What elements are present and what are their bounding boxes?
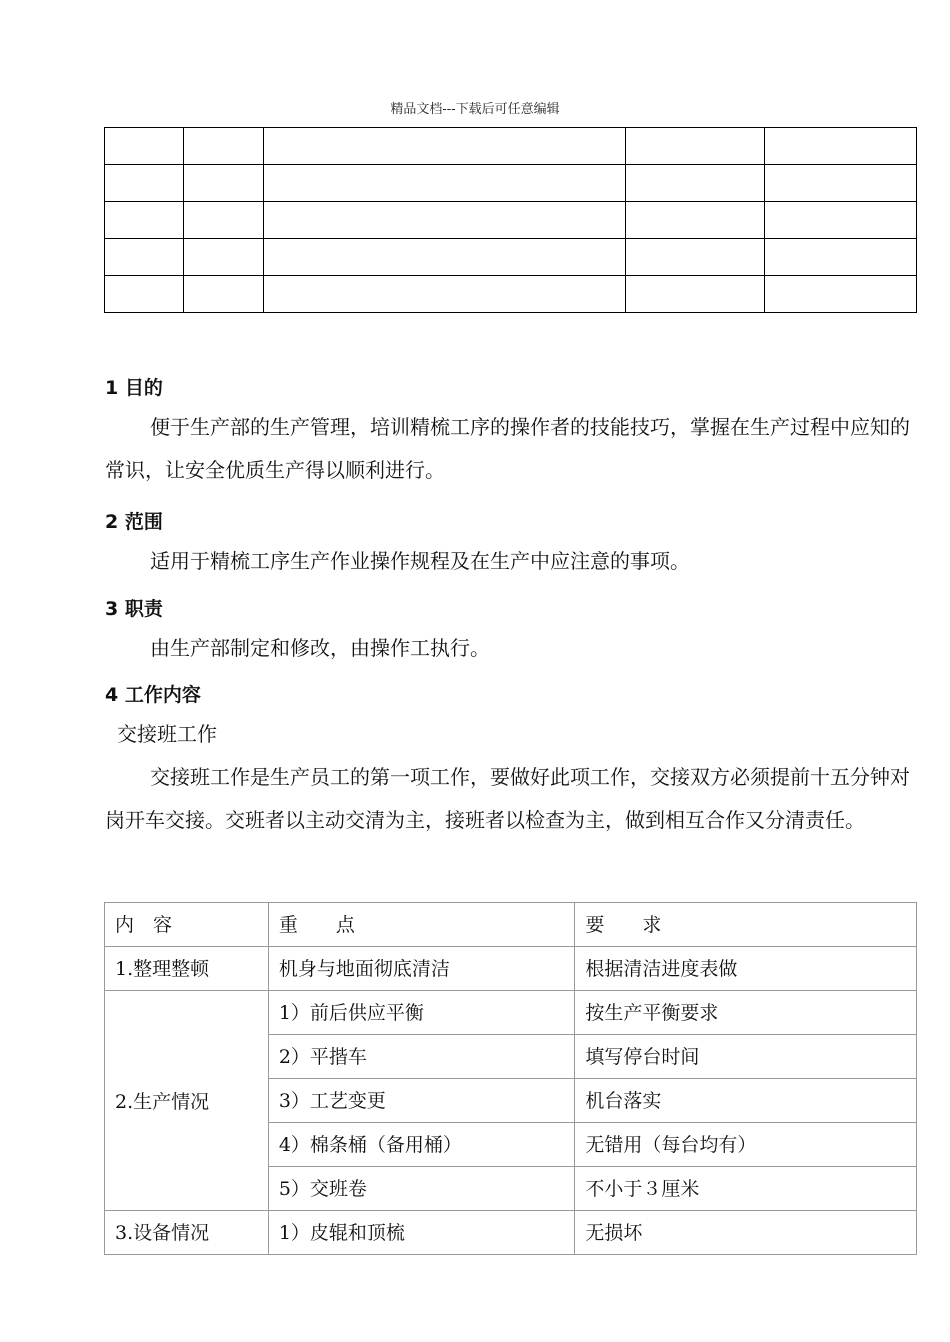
cell-requirement: 按生产平衡要求 xyxy=(575,991,917,1035)
table-row xyxy=(105,202,917,239)
cell-point: 机身与地面彻底清洁 xyxy=(268,947,575,991)
header-watermark: 精品文档---下载后可任意编辑 xyxy=(390,102,560,117)
section-heading-work: 4 工作内容 xyxy=(105,684,201,706)
table-row xyxy=(105,947,917,991)
cell-requirement: 机台落实 xyxy=(575,1079,917,1123)
table-row xyxy=(105,991,917,1035)
section-heading-scope: 2 范围 xyxy=(105,511,163,533)
header-content: 内 容 xyxy=(105,903,269,947)
section-body-work: 交接班工作是生产员工的第一项工作，要做好此项工作，交接双方必须提前十五分钟对岗开车交接。交班者以主动交清为主，接班者以检查为主，做到相互合作又分清责任。 xyxy=(105,765,910,832)
cell-content: 3.设备情况 xyxy=(105,1211,269,1255)
cell-point: 3）工艺变更 xyxy=(268,1079,575,1123)
section-body-purpose: 便于生产部的生产管理，培训精梳工序的操作者的技能技巧，掌握在生产过程中应知的常识，让安全优质生产得以顺利进行。 xyxy=(105,415,910,482)
cell-requirement: 根据清洁进度表做 xyxy=(575,947,917,991)
section-heading-purpose: 1 目的 xyxy=(105,377,163,399)
table-row xyxy=(105,165,917,202)
table-row xyxy=(105,276,917,313)
empty-header-table xyxy=(104,127,917,313)
cell-content: 1.整理整顿 xyxy=(105,947,269,991)
header-requirement: 要 求 xyxy=(575,903,917,947)
cell-point: 2）平揩车 xyxy=(268,1035,575,1079)
section-body-duties: 由生产部制定和修改，由操作工执行。 xyxy=(150,636,490,660)
header-point: 重 点 xyxy=(268,903,575,947)
cell-point: 4）棉条桶（备用桶） xyxy=(268,1123,575,1167)
cell-content: 2.生产情况 xyxy=(105,991,269,1211)
table-row xyxy=(105,1211,917,1255)
section-heading-duties: 3 职责 xyxy=(105,598,163,620)
cell-requirement: 无错用（每台均有） xyxy=(575,1123,917,1167)
cell-point: 5）交班卷 xyxy=(268,1167,575,1211)
cell-requirement: 填写停台时间 xyxy=(575,1035,917,1079)
subheading-shift-handover: 交接班工作 xyxy=(117,722,217,746)
table-header-row xyxy=(105,903,917,947)
cell-requirement: 不小于３厘米 xyxy=(575,1167,917,1211)
handover-table xyxy=(104,902,917,1255)
section-body-scope: 适用于精梳工序生产作业操作规程及在生产中应注意的事项。 xyxy=(150,549,690,573)
cell-point: 1）前后供应平衡 xyxy=(268,991,575,1035)
table-row xyxy=(105,128,917,165)
table-row xyxy=(105,239,917,276)
cell-point: 1）皮辊和顶梳 xyxy=(268,1211,575,1255)
cell-requirement: 无损坏 xyxy=(575,1211,917,1255)
